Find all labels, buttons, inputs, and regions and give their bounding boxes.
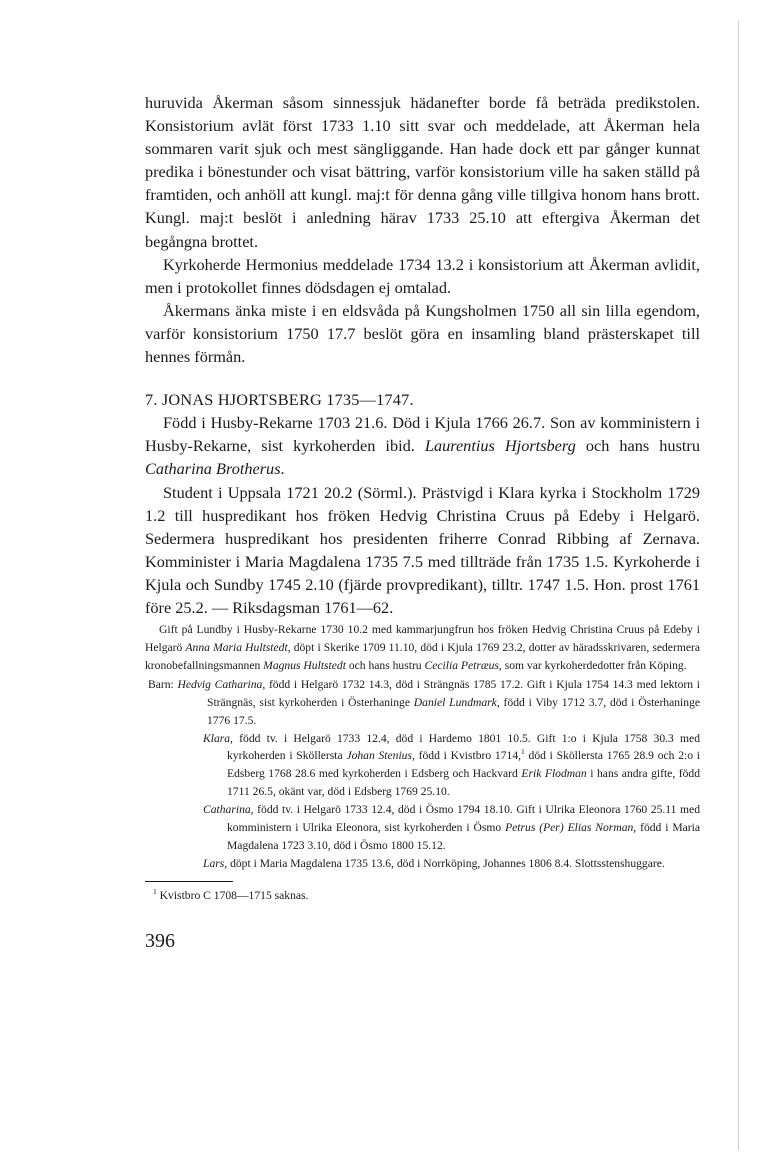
footnote-marker: 1 [153, 886, 157, 896]
children-list [145, 676, 700, 873]
wife-mother-name: Cecilia Petræus [424, 658, 499, 672]
page-number: 396 [145, 929, 175, 952]
birth-mid: och hans hustru [575, 436, 700, 456]
child-spouse-name: Petrus (Per) Elias Norman [505, 821, 634, 835]
birth-text: Född i Husby-Rekarne 1703 21.6. Död i Kjula 1766 26.7. Son av komministern i Husby-Rekarne, sist kyrkoherden ibid. [145, 413, 700, 456]
father-name: Laurentius Hjortsberg [424, 436, 576, 456]
wife-father-name: Magnus Hultstedt [263, 658, 346, 672]
child-name: Lars, [203, 856, 228, 870]
child-name: Hedvig Catharina, [177, 677, 266, 691]
mother-name: Catharina Brotherus [145, 459, 281, 479]
child-entry [148, 676, 701, 730]
wife-name: Anna Maria Hultstedt [185, 640, 288, 654]
career-paragraph: Student i Uppsala 1721 20.2 (Sörml.). Prästvigd i Klara kyrka i Stockholm 1729 1.2 till huspredikant hos fröken Hedvig Christina Cruus på Edeby i Helgarö. Sedermera huspredikant hos presidenten friherre Conrad Ribbing af Zernava. Komminister i Maria Magdalena 1735 7.5 med tillträde från 1735 1.5. Kyrkoherde i Kjula och Sundby 1745 2.10 (fjärde provpredikant), tilltr. 1747 1.5. Hon. prost 1761 före 25.2. — Riksdagsman 1761—62. [145, 482, 700, 617]
birth-end: . [280, 459, 285, 479]
child-name: Klara, [203, 731, 233, 745]
child-spouse-name: Johan Stenius [346, 749, 412, 763]
footnote [145, 887, 700, 905]
child-text: , född i Kvistbro 1714, [412, 749, 522, 763]
child-text: född tv. i Helgarö 1733 12.4, död i Ösmo 1794 18.10. Gift i Ulrika Eleonora 1760 25.11 med komministern i Ulrika Eleonora, sist kyrkoherden i Ösmo [227, 803, 700, 835]
marriage-text-b: , döpt i Skerike 1709 11.10, död i Kjula 1769 23.2, dotter av häradsskrivaren, sedermera kronobefallningsmannen [145, 640, 700, 672]
marriage-text-a: Gift på Lundby i Husby-Rekarne 1730 10.2 med kammarjungfrun hos fröken Hedvig Christina Cruus på Edeby i Helgarö [145, 623, 700, 654]
child-name: Catharina, [203, 803, 254, 817]
intro-paragraph-1: huruvida Åkerman såsom sinnessjuk hädanefter borde få beträda predikstolen. Konsistorium avlät först 1733 1.10 sitt svar och meddelade, att Åkerman hela sommaren varit sjuk och mest sängliggande. Han hade dock ett par gånger kunnat predika i bönestunder och visat bättring, varför konsistorium ville ha saken ställd på framtiden, och anhöll att kungl. maj:t för denna gång ville tillgiva honom hans brott. Kungl. maj:t beslöt i anledning härav 1733 25.10 att eftergiva Åkerman det begångna brottet. [145, 93, 700, 251]
marriage-text-d: , som var kyrkoherdedotter från Köping. [498, 658, 687, 672]
marriage-paragraph [145, 621, 700, 675]
child-text: i hans andra gifte, född 1711 26.5, okänt var, död i Edsberg 1769 25.10. [227, 767, 700, 799]
child-spouse-name: Erik Flodman [521, 767, 587, 781]
child-text: född i Helgarö 1732 14.3, död i Strängnäs 1785 17.2. Gift i Kjula 1754 14.3 med lektorn i Strängnäs, sist kyrkoherden i Österhaninge [207, 677, 700, 709]
child-entry [203, 855, 700, 873]
child-text: född tv. i Helgarö 1733 12.4, död i Hardemo 1801 10.5. Gift 1:o i Kjula 1758 30.3 med kyrkoherden i Sköllersta [227, 731, 700, 763]
child-spouse-name: Daniel Lundmark [413, 695, 497, 709]
child-text: , född i Viby 1712 3.7, död i Österhaninge 1776 17.5. [207, 695, 701, 727]
birth-paragraph [145, 411, 700, 480]
intro-paragraph-2: Kyrkoherde Hermonius meddelade 1734 13.2 i konsistorium att Åkerman avlidit, men i protokollet finnes dödsdagen ej omtalad. [145, 254, 700, 297]
child-text: , född i Maria Magdalena 1723 3.10, död i Ösmo 1800 15.12. [227, 821, 701, 852]
marriage-text-c: och hans hustru [345, 658, 425, 672]
child-entry [203, 730, 700, 802]
page-body [145, 91, 700, 953]
entry-heading: 7. JONAS HJORTSBERG 1735—1747. [145, 390, 414, 410]
children-label: Barn: [148, 677, 178, 691]
intro-paragraph-3: Åkermans änka miste i en eldsvåda på Kungsholmen 1750 all sin lilla egendom, varför konsistorium 1750 17.7 beslöt göra en insamling bland prästerskapet till hennes förmån. [145, 300, 700, 367]
child-entry [203, 801, 701, 855]
footnote-divider [145, 881, 233, 882]
child-text: död i Sköllersta 1765 28.9 och 2:o i Edsberg 1768 28.6 med kyrkoherden i Edsberg och Hackvard [227, 749, 700, 781]
child-text: döpt i Maria Magdalena 1735 13.6, död i Norrköping, Johannes 1806 8.4. Slottsstenshuggare. [227, 856, 665, 870]
footnote-reference: 1 [521, 747, 525, 757]
margin-rule [738, 20, 739, 1150]
footnote-text: Kvistbro C 1708—1715 saknas. [156, 888, 309, 902]
